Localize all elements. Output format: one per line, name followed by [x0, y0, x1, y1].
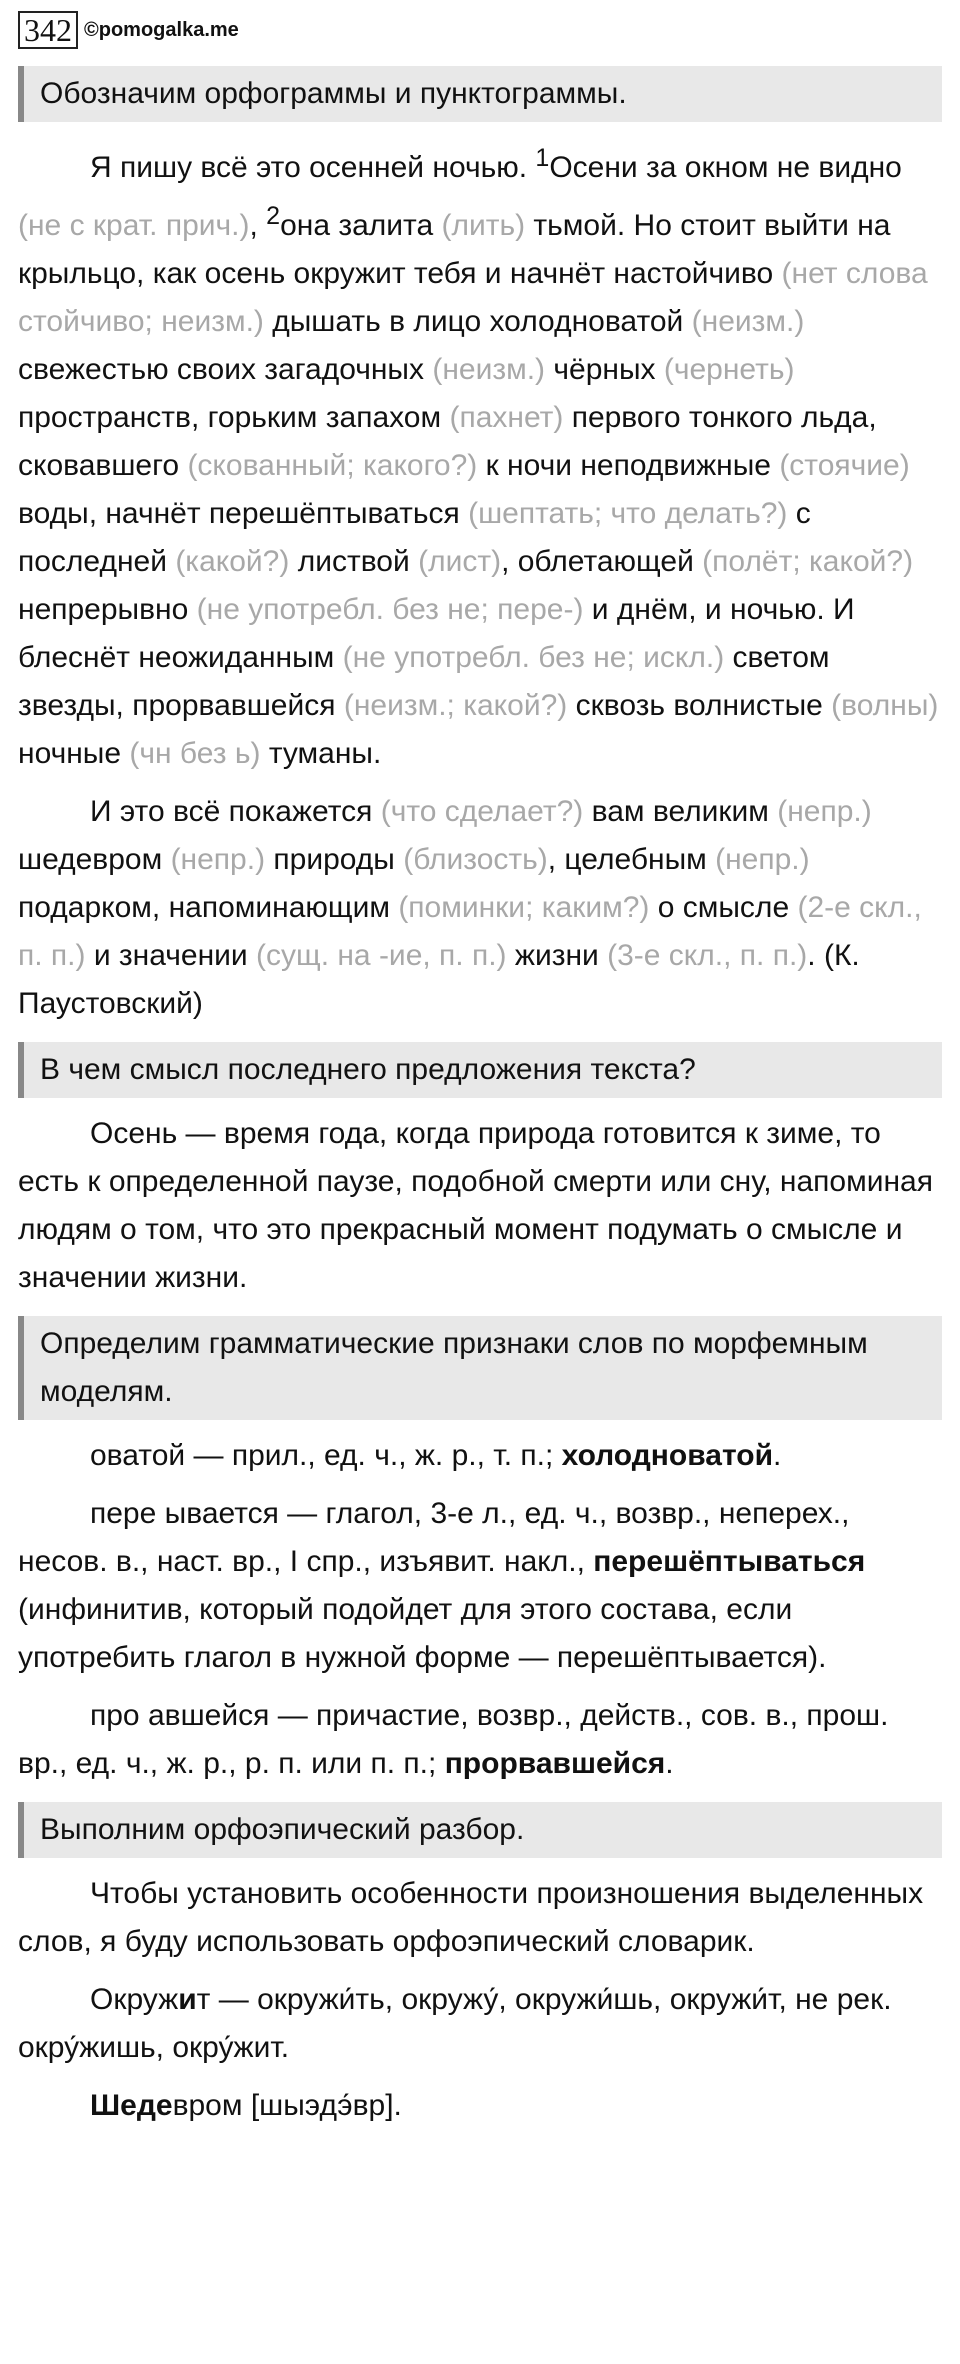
orthoepy-intro: Чтобы установить особенности произношения выделенных слов, я буду использовать орфоэпический словарик. — [18, 1877, 924, 1958]
answer-paragraph: Осень — время года, когда природа готовится к зиме, то есть к определенной паузе, подобной смерти или сну, напоминая людям о том, что это прекрасный момент подумать о смысле и значении жизни. — [18, 1117, 933, 1294]
paragraph-2: И это всё покажется (что сделает?) вам великим (непр.) шедевром (непр.) природы (близость), целебным (непр.) подарком, напоминающим (поминки; каким?) о смысле (2-е скл., п. п.) и значении (сущ. на -ие, п. п.) жизни (3-е скл., п. п.). (К. Паустовский) — [18, 795, 922, 1020]
task-number: 342 — [18, 11, 78, 49]
paragraph-1: Я пишу всё это осенней ночью. $^1$Осени за окном не видно (не с крат. прич.), $^2$она залита (лить) тьмой. Но стоит выйти на крыльцо, как осень окружит тебя и начнёт настойчиво (нет слова стойчиво; неизм.) дышать в лицо холодноватой (неизм.) свежестью своих загадочных (неизм.) чёрных (чернеть) пространств, горьким запахом (пахнет) первого тонкого льда, сковавшего (скованный; какого?) к ночи неподвижные (стоячие) воды, начнёт перешёптываться (шептать; что делать?) с последней (какой?) листвой (лист), облетающей (полёт; какой?) непрерывно (не употребл. без не; пере-) и днём, и ночью. И блеснёт неожиданным (не употребл. без не; искл.) светом звезды, прорвавшейся (неизм.; какой?) сквозь волнистые (волны) ночные (чн без ь) туманы. — [18, 144, 939, 770]
section-title-1: Обозначим орфограммы и пунктограммы. — [18, 66, 942, 122]
orthoepy-word-1: Окружит — окружи́ть, окружу́, окружи́шь, окружи́т, не рек. окру́жишь, окру́жит. — [18, 1983, 892, 2064]
morph-model-1: оватой — прил., ед. ч., ж. р., т. п.; холодноватой. — [90, 1439, 782, 1472]
header — [18, 0, 942, 52]
section-title-2: В чем смысл последнего предложения текста? — [18, 1042, 942, 1098]
section-title-4: Выполним орфоэпический разбор. — [18, 1802, 942, 1858]
morph-model-2: пере ывается — глагол, 3-е л., ед. ч., возвр., неперех., несов. в., наст. вр., I спр., изъявит. накл., перешёптываться (инфинитив, который подойдет для этого состава, если употребить глагол в нужной форме — перешёптывается). — [18, 1497, 866, 1674]
site-name: ©pomogalka.me — [84, 18, 239, 41]
section-title-3: Определим грамматические признаки слов по морфемным моделям. — [18, 1316, 942, 1420]
morph-model-3: про авшейся — причастие, возвр., действ., сов. в., прош. вр., ед. ч., ж. р., р. п. или п. п.; прорвавшейся. — [18, 1699, 889, 1780]
orthoepy-word-2: Шедевром [шыэдэ́вр]. — [90, 2089, 402, 2122]
